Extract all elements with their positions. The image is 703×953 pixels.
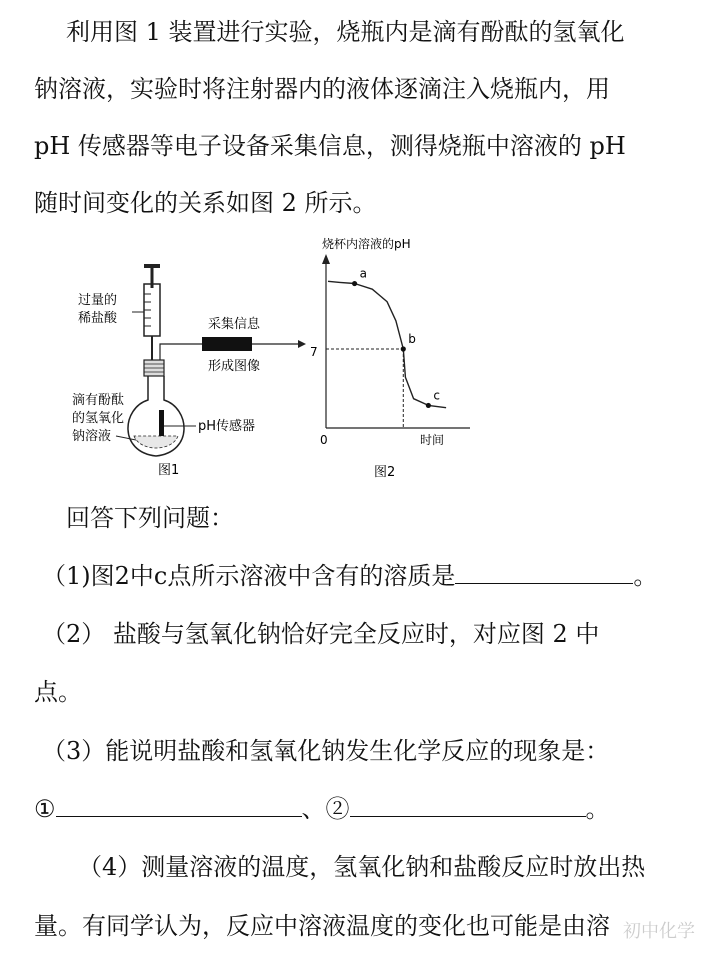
label-form-image: 形成图像 bbox=[208, 359, 261, 374]
question-3-mark-1: ① bbox=[34, 795, 56, 823]
data-collector-box bbox=[202, 337, 252, 351]
chart-origin-label: 0 bbox=[320, 433, 328, 447]
ph-curve bbox=[328, 281, 446, 407]
question-3-blank-1[interactable] bbox=[56, 815, 302, 817]
syringe-scale bbox=[144, 294, 151, 326]
flask-liquid bbox=[134, 436, 178, 448]
label-ph-sensor: pH传感器 bbox=[198, 419, 256, 434]
chart-ylabel: 烧杯内溶液的pH bbox=[322, 237, 411, 251]
question-1-text: （1)图2中c点所示溶液中含有的溶质是 bbox=[42, 562, 456, 590]
question-3: （3）能说明盐酸和氢氧化钠发生化学反应的现象是： bbox=[42, 737, 610, 765]
label-flask-1: 滴有酚酞 bbox=[72, 393, 125, 408]
chart-point-c bbox=[426, 403, 431, 408]
chart-point-label-c: c bbox=[433, 388, 440, 403]
figure-1-caption: 图1 bbox=[158, 463, 180, 478]
chart-xlabel: 时间 bbox=[420, 433, 445, 447]
watermark: 初中化学 bbox=[623, 921, 695, 942]
question-4-line-2: 量。有同学认为，反应中溶液温度的变化也可能是由溶 bbox=[34, 912, 610, 940]
chart-point-b bbox=[401, 346, 406, 351]
question-1 bbox=[42, 556, 657, 591]
question-3-end: 。 bbox=[585, 795, 610, 823]
intro-line-1: 利用图 1 装置进行实验，烧瓶内是滴有酚酞的氢氧化 bbox=[66, 18, 625, 46]
intro-line-4: 随时间变化的关系如图 2 所示。 bbox=[34, 189, 377, 217]
chart-y-tick-7: 7 bbox=[310, 345, 318, 359]
figure-2-ph-chart bbox=[300, 230, 480, 480]
label-collect-info: 采集信息 bbox=[208, 317, 261, 332]
intro-line-3: pH 传感器等电子设备采集信息，测得烧瓶中溶液的 pH bbox=[34, 132, 626, 160]
question-4-line-1: （4）测量溶液的温度，氢氧化钠和盐酸反应时放出热 bbox=[78, 853, 646, 881]
chart-point-a bbox=[352, 281, 357, 286]
label-flask-3: 钠溶液 bbox=[72, 429, 112, 444]
question-1-end: 。 bbox=[633, 562, 658, 590]
question-2-line-1: （2） 盐酸与氢氧化钠恰好完全反应时，对应图 2 中 bbox=[42, 620, 600, 648]
questions-heading: 回答下列问题： bbox=[66, 504, 234, 532]
figure-2-caption: 图2 bbox=[374, 465, 396, 480]
label-acid-2: 稀盐酸 bbox=[78, 311, 118, 326]
question-3-answers bbox=[34, 789, 610, 824]
label-acid-1: 过量的 bbox=[78, 293, 118, 308]
syringe-plunger-cap bbox=[144, 264, 160, 268]
question-3-separator: 、 bbox=[301, 795, 326, 823]
chart-point-label-a: a bbox=[359, 266, 367, 281]
ph-sensor-probe bbox=[159, 410, 164, 436]
question-3-blank-2[interactable] bbox=[350, 815, 586, 817]
chart-point-label-b: b bbox=[408, 332, 416, 346]
chart-y-axis-arrow bbox=[322, 254, 330, 264]
question-2-line-2: 点。 bbox=[34, 678, 82, 706]
question-3-mark-2: ② bbox=[325, 795, 350, 823]
label-flask-2: 的氢氧化 bbox=[72, 411, 125, 426]
question-1-answer-blank[interactable] bbox=[455, 582, 633, 584]
intro-line-2: 钠溶液，实验时将注射器内的液体逐滴注入烧瓶内，用 bbox=[34, 75, 610, 103]
